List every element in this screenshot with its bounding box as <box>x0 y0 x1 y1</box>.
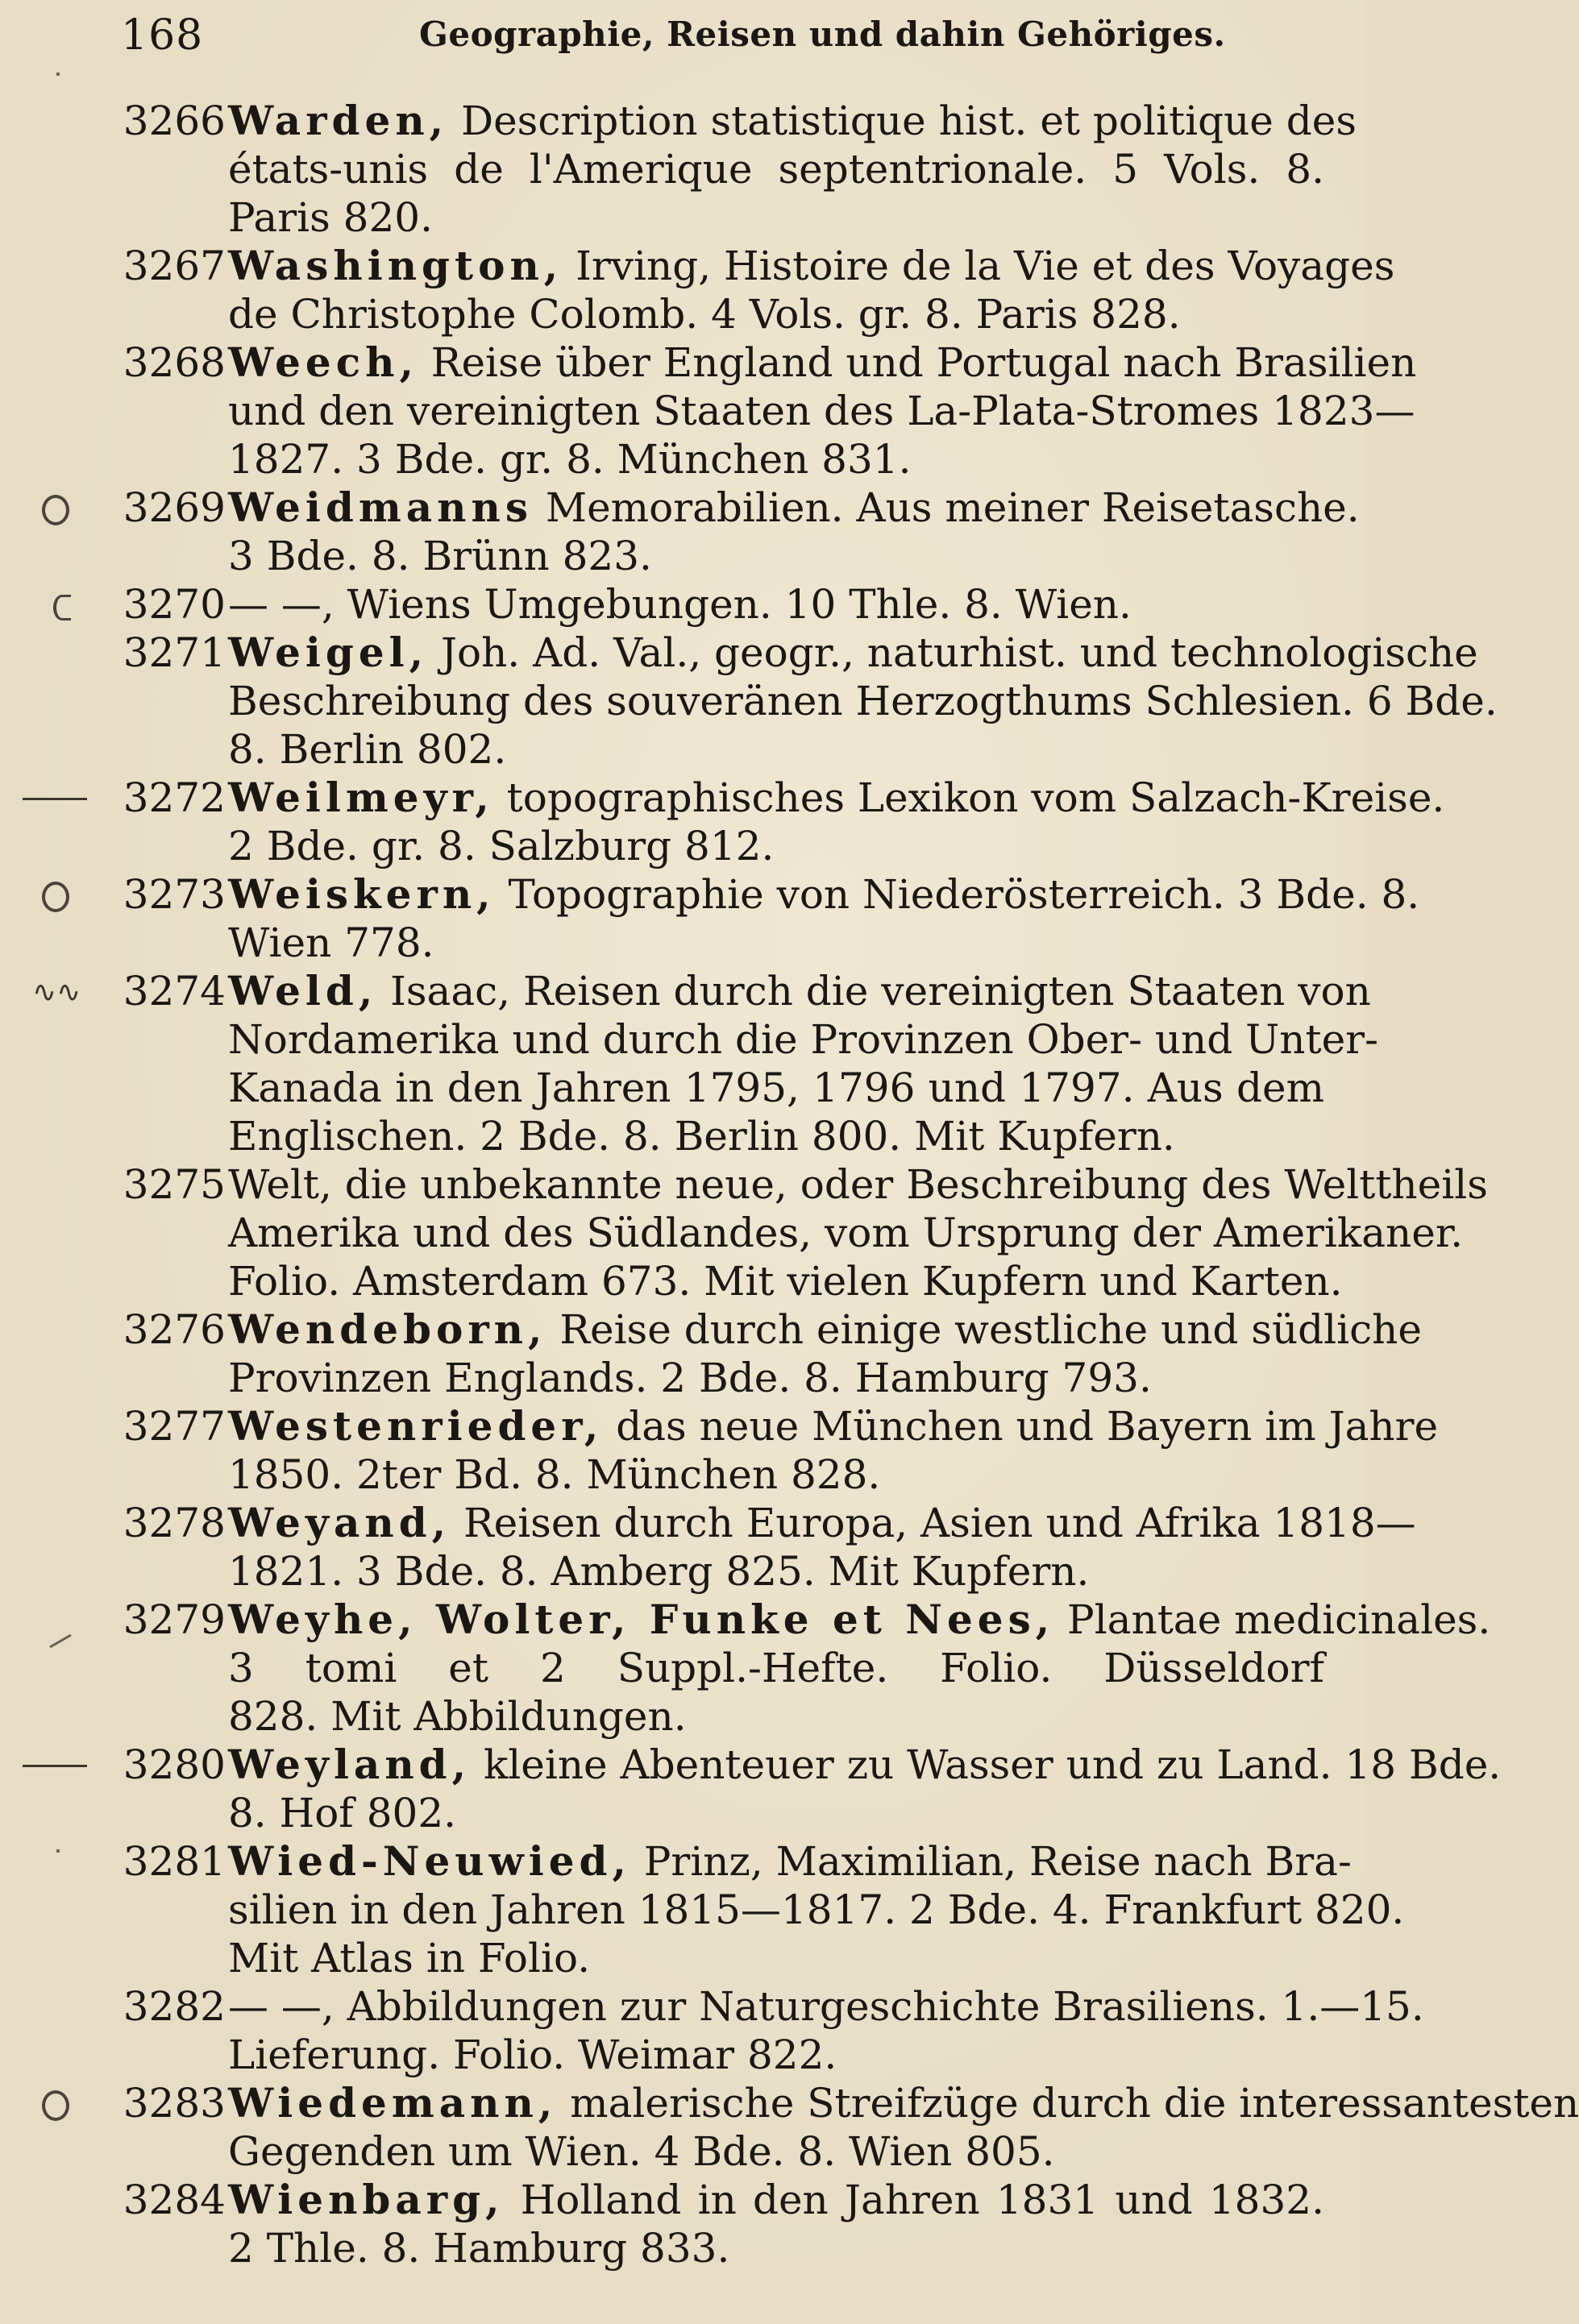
entry-line-text: 8. Berlin 802. <box>228 726 507 773</box>
entry-text <box>228 1837 1405 1982</box>
entry-line-text: Joh. Ad. Val., geogr., naturhist. und technologische <box>428 629 1478 676</box>
entry-number: 3278 <box>123 1500 226 1546</box>
catalog-entry <box>0 483 1365 580</box>
entry-line-text: Holland in den Jahren 1831 und 1832. <box>504 2177 1324 2223</box>
entry-line-text: 1850. 2ter Bd. 8. München 828. <box>228 1451 881 1498</box>
entry-text <box>228 2176 1324 2272</box>
entry-author: Wienbarg, <box>228 2176 505 2223</box>
catalog-entry <box>0 1402 1439 1499</box>
entry-number: 3280 <box>123 1741 226 1788</box>
entry-line-text: Englischen. 2 Bde. 8. Berlin 800. Mit Kupfern. <box>228 1113 1175 1160</box>
dash-mark-icon <box>23 798 87 800</box>
entry-line-text: 828. Mit Abbildungen. <box>228 1693 687 1740</box>
entry-line-text: Reisen durch Europa, Asien und Afrika 1818— <box>451 1500 1416 1546</box>
catalog-entry <box>0 2176 1365 2272</box>
entry-author: Weilmeyr, <box>228 774 494 821</box>
entry-number: 3270 <box>123 581 226 628</box>
entry-number: 3268 <box>123 339 226 386</box>
wavy-mark-icon: ∿∿ <box>32 976 81 1009</box>
entry-author: Weyhe, Wolter, Funke et Nees, <box>228 1596 1055 1643</box>
entry-line-text: Folio. Amsterdam 673. Mit vielen Kupfern und Karten. <box>228 1258 1343 1305</box>
entry-line <box>228 2031 1324 2079</box>
entry-list <box>0 97 1579 2272</box>
entry-line-text: Description statistique hist. et politique des <box>448 98 1357 144</box>
entry-text <box>228 629 1498 774</box>
entry-line <box>228 1209 1464 1257</box>
entry-number: 3269 <box>123 484 226 531</box>
catalog-entry <box>0 629 1498 774</box>
entry-line-text: Wien 778. <box>228 919 434 966</box>
catalog-entry <box>0 580 1365 629</box>
entry-line-text: Lieferung. Folio. Weimar 822. <box>228 2031 837 2078</box>
entry-author: Wiedemann, <box>228 2079 558 2127</box>
entry-line-text: malerische Streifzüge durch die interessantesten <box>557 2080 1579 2127</box>
entry-line-text: Gegenden um Wien. 4 Bde. 8. Wien 805. <box>228 2128 1055 2175</box>
entry-line-text: de Christophe Colomb. 4 Vols. gr. 8. Paris 828. <box>228 291 1181 338</box>
entry-line <box>228 2224 1324 2272</box>
catalog-entry <box>0 1499 1416 1596</box>
entry-line <box>228 1160 1488 1209</box>
entry-line <box>228 774 1445 822</box>
entry-line-text: Topographie von Niederösterreich. 3 Bde. 8. <box>495 871 1420 918</box>
entry-text <box>228 338 1417 483</box>
ink-speck <box>56 73 60 76</box>
entry-line <box>228 1934 1324 1982</box>
entry-line <box>228 967 1371 1015</box>
entry-text <box>228 774 1445 870</box>
entry-line-text: Paris 820. <box>228 194 433 241</box>
entry-text <box>228 1402 1439 1499</box>
entry-line <box>228 1982 1424 2031</box>
entry-line-text: Mit Atlas in Folio. <box>228 1935 591 1982</box>
entry-number: 3282 <box>123 1983 226 2030</box>
entry-line-text: 3 tomi et 2 Suppl.-Hefte. Folio. Düsseldorf <box>228 1645 1324 1691</box>
entry-line <box>228 483 1360 532</box>
entry-text <box>228 97 1357 242</box>
circle-mark-icon <box>42 2090 69 2121</box>
entry-line-text: 3 Bde. 8. Brünn 823. <box>228 533 652 579</box>
entry-line-text: — —, Wiens Umgebungen. 10 Thle. 8. Wien. <box>228 581 1132 628</box>
entry-line <box>228 1450 1324 1499</box>
entry-line <box>228 1837 1352 1886</box>
entry-line-text: Reise durch einige westliche und südliche <box>546 1306 1422 1353</box>
entry-author: Warden, <box>228 97 449 144</box>
entry-line <box>228 97 1357 145</box>
catalog-entry <box>0 1982 1424 2079</box>
entry-line-text: Prinz, Maximilian, Reise nach Bra- <box>630 1838 1352 1885</box>
catalog-entry <box>0 2079 1579 2176</box>
entry-line <box>228 870 1420 919</box>
entry-line <box>228 1015 1378 1064</box>
page-number: 168 <box>121 11 204 60</box>
entry-line-text: und den vereinigten Staaten des La-Plata-Stromes 1823— <box>228 388 1415 434</box>
entry-line <box>228 1112 1324 1160</box>
entry-line-text: Irving, Histoire de la Vie et des Voyages <box>563 243 1395 289</box>
entry-text <box>228 580 1324 629</box>
catalog-entry <box>0 1741 1502 1837</box>
entry-line <box>228 1257 1343 1305</box>
entry-line <box>228 2127 1324 2176</box>
entry-author: Wendeborn, <box>228 1305 547 1353</box>
entry-line <box>228 1789 1324 1837</box>
entry-line <box>228 919 1324 967</box>
catalog-entry <box>0 97 1365 242</box>
catalog-entry <box>0 774 1445 870</box>
entry-number: 3279 <box>123 1596 226 1643</box>
entry-line-text: Plantae medicinales. <box>1054 1596 1491 1643</box>
running-title: Geographie, Reisen und dahin Gehöriges. <box>419 15 1226 54</box>
entry-line <box>228 242 1395 290</box>
entry-line-text: Nordamerika und durch die Provinzen Ober- und Unter- <box>228 1016 1378 1063</box>
entry-line-text: Amerika und des Südlandes, vom Ursprung der Amerikaner. <box>228 1210 1464 1256</box>
entry-line-text: kleine Abenteuer zu Wasser und zu Land. 18 Bde. <box>471 1741 1502 1788</box>
entry-line <box>228 193 1324 242</box>
entry-line-text: Memorabilien. Aus meiner Reisetasche. <box>533 484 1360 531</box>
entry-line <box>228 435 1324 483</box>
entry-text <box>228 483 1360 580</box>
entry-number: 3275 <box>123 1161 226 1208</box>
entry-text <box>228 242 1395 338</box>
entry-line <box>228 1305 1422 1354</box>
entry-line-text: Kanada in den Jahren 1795, 1796 und 1797. Aus dem <box>228 1064 1324 1111</box>
entry-line <box>228 2079 1579 2127</box>
entry-author: Weidmanns <box>228 483 533 531</box>
catalog-entry <box>0 1305 1422 1402</box>
entry-line-text: Isaac, Reisen durch die vereinigten Staaten von <box>377 968 1371 1015</box>
entry-line <box>228 1596 1491 1644</box>
entry-author: Wied-Neuwied, <box>228 1837 631 1885</box>
entry-line <box>228 532 1324 580</box>
entry-number: 3271 <box>123 629 226 676</box>
entry-author: Weech, <box>228 338 418 386</box>
entry-author: Weyland, <box>228 1741 472 1788</box>
entry-text <box>228 1982 1424 2079</box>
entry-text <box>228 967 1378 1160</box>
entry-line <box>228 1402 1439 1450</box>
entry-line-text: topographisches Lexikon vom Salzach-Kreise. <box>493 774 1445 821</box>
entry-line <box>228 1354 1324 1402</box>
ink-speck <box>56 1849 60 1853</box>
entry-number: 3277 <box>123 1403 226 1450</box>
catalog-entry <box>0 338 1417 483</box>
entry-line <box>228 1644 1324 1692</box>
entry-author: Westenrieder, <box>228 1402 604 1450</box>
entry-line <box>228 1692 1324 1741</box>
entry-line-text: — —, Abbildungen zur Naturgeschichte Brasiliens. 1.—15. <box>228 1983 1424 2030</box>
entry-number: 3272 <box>123 774 226 821</box>
entry-author: Weyand, <box>228 1499 451 1546</box>
entry-line <box>228 1741 1502 1789</box>
entry-line <box>228 629 1478 677</box>
entry-text <box>228 1596 1491 1741</box>
entry-number: 3273 <box>123 871 226 918</box>
entry-line <box>228 290 1324 338</box>
entry-line-text: Provinzen Englands. 2 Bde. 8. Hamburg 793. <box>228 1355 1152 1401</box>
half-circle-mark-icon <box>53 595 71 620</box>
catalog-entry <box>0 1160 1488 1305</box>
entry-number: 3267 <box>123 243 226 289</box>
catalog-entry <box>0 1837 1405 1982</box>
entry-line-text: 2 Bde. gr. 8. Salzburg 812. <box>228 823 775 869</box>
entry-line <box>228 338 1417 387</box>
entry-line <box>228 725 1324 774</box>
entry-line-text: Beschreibung des souveränen Herzogthums Schlesien. 6 Bde. <box>228 678 1498 724</box>
entry-line <box>228 1499 1416 1547</box>
entry-line <box>228 145 1324 193</box>
entry-number: 3281 <box>123 1838 226 1885</box>
entry-text <box>228 1741 1502 1837</box>
catalog-entry <box>0 242 1395 338</box>
entry-line <box>228 1547 1324 1596</box>
entry-line-text: 8. Hof 802. <box>228 1790 457 1836</box>
entry-line-text: 2 Thle. 8. Hamburg 833. <box>228 2225 730 2272</box>
entry-line-text: Welt, die unbekannte neue, oder Beschreibung des Welttheils <box>228 1161 1488 1208</box>
entry-author: Weld, <box>228 967 378 1015</box>
entry-line <box>228 822 1324 870</box>
page-header <box>0 0 1365 73</box>
entry-text <box>228 1305 1422 1402</box>
entry-author: Weigel, <box>228 629 429 676</box>
entry-line-text: 1827. 3 Bde. gr. 8. München 831. <box>228 436 912 483</box>
entry-text <box>228 1499 1416 1596</box>
entry-line-text: das neue München und Bayern im Jahre <box>603 1403 1439 1450</box>
entry-line-text: états-unis de l'Amerique septentrionale. 5 Vols. 8. <box>228 146 1324 193</box>
entry-line <box>228 2176 1324 2224</box>
entry-line <box>228 1886 1405 1934</box>
entry-number: 3283 <box>123 2080 226 2127</box>
entry-number: 3266 <box>123 98 226 144</box>
entry-text <box>228 2079 1579 2176</box>
entry-author: Weiskern, <box>228 870 496 918</box>
entry-line <box>228 1064 1324 1112</box>
entry-line <box>228 580 1324 629</box>
catalog-entry <box>0 967 1378 1160</box>
circle-mark-icon <box>42 495 69 525</box>
entry-text <box>228 1160 1488 1305</box>
entry-author: Washington, <box>228 242 563 289</box>
dash-mark-icon <box>23 1765 87 1767</box>
entry-number: 3284 <box>123 2177 226 2223</box>
entry-line-text: Reise über England und Portugal nach Brasilien <box>418 339 1417 386</box>
circle-mark-icon <box>42 882 69 912</box>
entry-line <box>228 677 1498 725</box>
entry-number: 3274 <box>123 968 226 1015</box>
entry-line <box>228 387 1415 435</box>
catalog-entry <box>0 1596 1491 1741</box>
entry-text <box>228 870 1420 967</box>
entry-line-text: 1821. 3 Bde. 8. Amberg 825. Mit Kupfern. <box>228 1548 1090 1595</box>
entry-number: 3276 <box>123 1306 226 1353</box>
entry-line-text: silien in den Jahren 1815—1817. 2 Bde. 4. Frankfurt 820. <box>228 1886 1405 1933</box>
catalog-entry <box>0 870 1420 967</box>
